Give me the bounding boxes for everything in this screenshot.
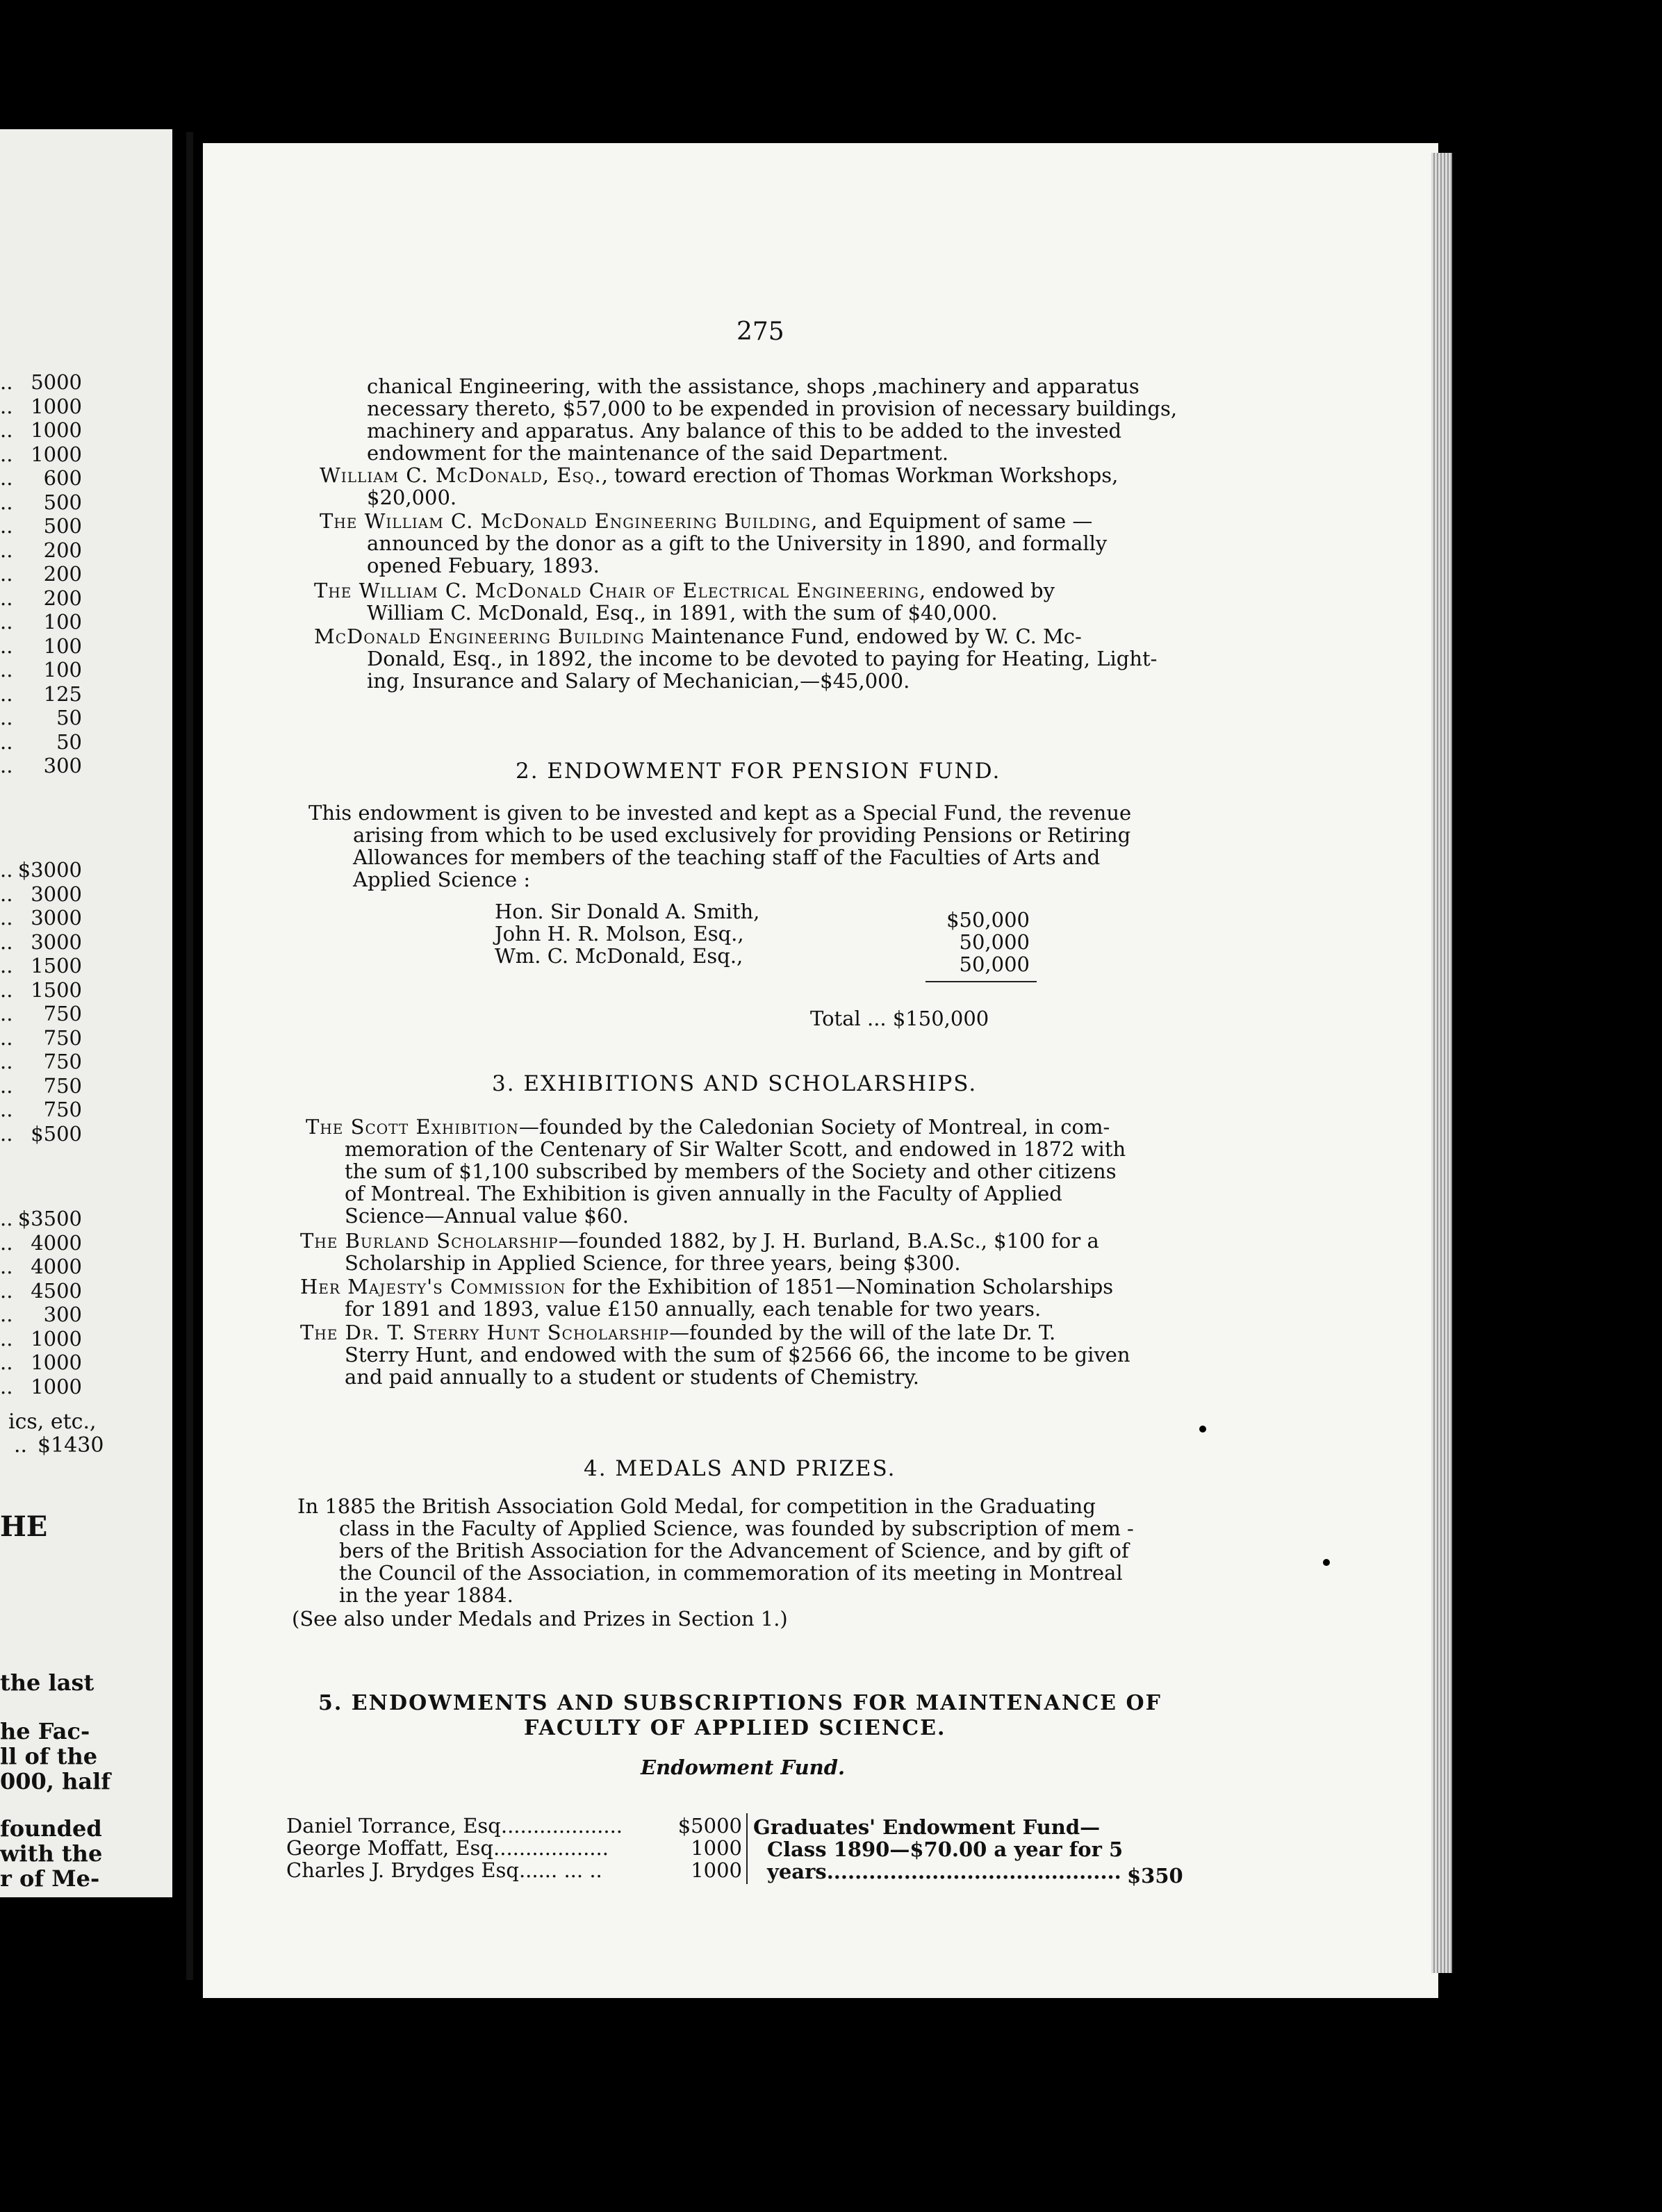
leader-dots: ..: [0, 514, 13, 538]
leader-dots: ..: [0, 858, 13, 882]
graduates-line: years..........................................: [767, 1860, 1121, 1883]
paragraph-line: class in the Faculty of Applied Science, was founded by subscription of mem -: [339, 1517, 1134, 1540]
amount-value: 1500: [31, 954, 82, 977]
leader-dots: ..: [0, 658, 13, 682]
entry-burland-scholarship: [300, 1231, 1099, 1251]
text-fragment: with the: [0, 1840, 103, 1867]
entry-text: for the Exhibition of 1851—Nomination Scholarships: [566, 1275, 1114, 1298]
donor-name: Charles J. Brydges Esq: [286, 1858, 519, 1882]
left-ics-amount: $1430: [38, 1433, 104, 1458]
paragraph-line: Allowances for members of the teaching staff of the Faculties of Arts and: [353, 845, 1101, 869]
entry-name: William C. McDonald, Esq.: [320, 463, 602, 487]
leader-dots: ..: [0, 906, 13, 930]
leader-dots: ..: [0, 1255, 13, 1278]
amount-value: 1000: [31, 1351, 82, 1374]
left-ics-amount-lead: ..: [14, 1433, 28, 1458]
leader-dots: ..: [0, 1278, 13, 1303]
leader-dots: ..: [0, 930, 13, 954]
paragraph-line: This endowment is given to be invested and kept as a Special Fund, the revenue: [308, 801, 1132, 825]
entry-text: , endowed by: [919, 579, 1055, 602]
leader-dots: ..: [0, 586, 13, 610]
amount-value: 500: [43, 490, 82, 514]
entry-line: for 1891 and 1893, value £150 annually, each tenable for two years.: [345, 1297, 1042, 1321]
paragraph-line: arising from which to be used exclusively for providing Pensions or Retiring: [353, 823, 1131, 847]
entry-electrical-chair: [314, 581, 1055, 601]
entry-text: , and Equipment of same —: [811, 509, 1093, 533]
amount-value: 200: [43, 538, 82, 562]
amount-value: 100: [43, 658, 82, 682]
entry-line: and paid annually to a student or students of Chemistry.: [345, 1365, 920, 1389]
entry-name: The Dr. T. Sterry Hunt Scholarship: [300, 1321, 670, 1344]
leader-dots: ..: [0, 1050, 13, 1073]
donor-amount: 50,000: [959, 952, 1030, 976]
amount-value: 500: [43, 514, 82, 538]
amount-value: 600: [43, 466, 82, 490]
entry-line: $20,000.: [367, 486, 457, 509]
amount-value: 100: [43, 610, 82, 634]
leader-dots: ...................: [500, 1814, 623, 1838]
amount-value: 5000: [31, 370, 82, 394]
left-ics-line: ics, etc.,: [8, 1410, 97, 1434]
amount-value: 3000: [31, 882, 82, 906]
paragraph-line: the Council of the Association, in commemoration of its meeting in Montreal: [339, 1561, 1123, 1585]
intro-line: endowment for the maintenance of the said Department.: [367, 441, 949, 465]
leader-dots: ..: [0, 442, 13, 466]
leader-dots: ..: [0, 1098, 13, 1121]
entry-name: The Burland Scholarship: [300, 1229, 559, 1253]
amount-value: 1000: [31, 1326, 82, 1351]
donor-amount: 1000: [691, 1858, 742, 1882]
leader-dots: ...... ... ..: [518, 1858, 602, 1882]
leader-dots: ..: [0, 1207, 13, 1230]
left-heading-fragment: HE: [0, 1510, 48, 1543]
paragraph-line: in the year 1884.: [339, 1583, 513, 1607]
entry-name: The Scott Exhibition: [306, 1115, 519, 1139]
text-fragment: founded: [0, 1815, 102, 1842]
amount-value: 4500: [31, 1278, 82, 1303]
entry-maintenance-fund: [314, 627, 1082, 647]
amount-value: $3000: [17, 858, 82, 882]
graduates-line: Class 1890—$70.00 a year for 5: [767, 1838, 1124, 1861]
amount-value: 200: [43, 562, 82, 586]
leader-dots: ..: [0, 1073, 13, 1098]
amount-value: 1000: [31, 1374, 82, 1398]
amount-value: 300: [43, 1303, 82, 1326]
amount-value: 300: [43, 754, 82, 777]
leader-dots: ..: [0, 1326, 13, 1351]
endowment-row: [286, 1860, 602, 1881]
leader-dots: ..: [0, 418, 13, 442]
entry-text: —founded by the will of the late Dr. T.: [669, 1321, 1056, 1344]
donor-amount: 50,000: [959, 930, 1030, 954]
ink-speck: [1323, 1559, 1330, 1566]
entry-text: Maintenance Fund, endowed by W. C. Mc-: [644, 625, 1082, 648]
entry-text: —founded by the Caledonian Society of Montreal, in com-: [518, 1115, 1110, 1139]
entry-name: McDonald Engineering Building: [314, 625, 645, 648]
left-page: [0, 129, 172, 1897]
amount-value: 1000: [31, 394, 82, 418]
leader-dots: ..................: [493, 1836, 609, 1860]
endowment-row: [286, 1838, 609, 1858]
leader-dots: ..: [0, 682, 13, 706]
entry-name: Her Majesty's Commission: [300, 1275, 566, 1298]
amount-value: 3000: [31, 930, 82, 954]
endowment-row: [286, 1816, 623, 1836]
entry-line: Donald, Esq., in 1892, the income to be devoted to paying for Heating, Light-: [367, 647, 1158, 670]
section-5-heading-line-2: FACULTY OF APPLIED SCIENCE.: [524, 1716, 946, 1740]
amount-value: $3500: [17, 1207, 82, 1230]
entry-line: the sum of $1,100 subscribed by members of the Society and other citizens: [345, 1159, 1117, 1183]
amount-value: 750: [43, 1073, 82, 1098]
entry-text: —founded 1882, by J. H. Burland, B.A.Sc., $100 for a: [558, 1229, 1099, 1253]
amount-value: 1000: [31, 442, 82, 466]
amount-value: 750: [43, 1025, 82, 1050]
section-4-heading: 4. MEDALS AND PRIZES.: [584, 1456, 896, 1481]
leader-dots: ..: [0, 882, 13, 906]
entry-line: opened Febuary, 1893.: [367, 554, 600, 577]
entry-line: Scholarship in Applied Science, for three years, being $300.: [345, 1251, 961, 1275]
entry-sterry-hunt-scholarship: [300, 1323, 1055, 1343]
amount-value: 750: [43, 1002, 82, 1025]
donor-name: Hon. Sir Donald A. Smith,: [495, 900, 760, 923]
leader-dots: ..: [0, 754, 13, 777]
gutter: [186, 132, 193, 1980]
amount-value: 750: [43, 1098, 82, 1121]
entry-line: William C. McDonald, Esq., in 1891, with the sum of $40,000.: [367, 601, 998, 625]
text-fragment: ll of the: [0, 1743, 98, 1769]
amount-value: 50: [56, 729, 82, 754]
total-rule: [925, 981, 1037, 982]
graduates-line: Graduates' Endowment Fund—: [753, 1815, 1101, 1839]
page-number: 275: [737, 317, 784, 346]
amount-value: 1000: [31, 418, 82, 442]
leader-dots: ..: [0, 1303, 13, 1326]
entry-engineering-building: [320, 511, 1092, 531]
leader-dots: ..: [0, 1002, 13, 1025]
leader-dots: ..: [0, 1374, 13, 1398]
table-divider: [746, 1813, 748, 1884]
leader-dots: ..: [0, 562, 13, 586]
donor-name: George Moffatt, Esq: [286, 1836, 494, 1860]
leader-dots: ..: [0, 394, 13, 418]
leader-dots: ..: [0, 610, 13, 634]
text-fragment: 000, half: [0, 1768, 110, 1794]
amount-value: 4000: [31, 1255, 82, 1278]
donor-name: Wm. C. McDonald, Esq.,: [495, 944, 743, 968]
leader-dots: ..: [0, 634, 13, 658]
amount-value: 4000: [31, 1230, 82, 1255]
entry-line: of Montreal. The Exhibition is given annually in the Faculty of Applied: [345, 1182, 1062, 1205]
entry-name: The William C. McDonald Engineering Building: [320, 509, 812, 533]
entry-mcdonald-workshops: [320, 465, 1118, 486]
amount-value: 3000: [31, 906, 82, 930]
amount-value: 125: [43, 682, 82, 706]
leader-dots: ..: [0, 1121, 13, 1146]
entry-text: , toward erection of Thomas Workman Workshops,: [601, 463, 1119, 487]
intro-line: necessary thereto, $57,000 to be expended in provision of necessary buildings,: [367, 397, 1178, 420]
text-fragment: r of Me-: [0, 1865, 100, 1892]
endowment-fund-subtitle: Endowment Fund.: [641, 1756, 846, 1779]
leader-dots: ..: [0, 954, 13, 977]
leader-dots: ..: [0, 706, 13, 729]
graduates-amount: $350: [1127, 1864, 1183, 1888]
leader-dots: ..: [0, 490, 13, 514]
entry-line: Science—Annual value $60.: [345, 1204, 629, 1228]
donor-amount: $5000: [677, 1814, 742, 1838]
entry-line: announced by the donor as a gift to the University in 1890, and formally: [367, 531, 1108, 555]
section-2-heading: 2. ENDOWMENT FOR PENSION FUND.: [516, 759, 1001, 784]
amount-value: 200: [43, 586, 82, 610]
paragraph-line: Applied Science :: [353, 868, 531, 891]
leader-dots: ..: [0, 466, 13, 490]
paragraph-line: bers of the British Association for the Advancement of Science, and by gift of: [339, 1539, 1129, 1562]
paragraph-line: In 1885 the British Association Gold Medal, for competition in the Graduating: [297, 1494, 1096, 1518]
section-5-heading-line-1: 5. ENDOWMENTS AND SUBSCRIPTIONS FOR MAINTENANCE OF: [318, 1691, 1162, 1715]
leader-dots: ..: [0, 538, 13, 562]
page-edge: [1431, 153, 1452, 1973]
leader-dots: ..: [0, 1230, 13, 1255]
leader-dots: ..: [0, 1351, 13, 1374]
right-page: [203, 143, 1438, 1998]
amount-value: 750: [43, 1050, 82, 1073]
entry-scott-exhibition: [306, 1117, 1110, 1137]
text-fragment: the last: [0, 1669, 94, 1696]
section-3-heading: 3. EXHIBITIONS AND SCHOLARSHIPS.: [492, 1071, 978, 1096]
intro-line: machinery and apparatus. Any balance of this to be added to the invested: [367, 419, 1122, 443]
entry-her-majestys-commission: [300, 1277, 1113, 1297]
leader-dots: ..: [0, 977, 13, 1002]
entry-line: Sterry Hunt, and endowed with the sum of $2566 66, the income to be given: [345, 1343, 1130, 1367]
intro-line: chanical Engineering, with the assistance, shops ,machinery and apparatus: [367, 374, 1139, 398]
amount-value: 1500: [31, 977, 82, 1002]
donor-amount: 1000: [691, 1836, 742, 1860]
entry-name: The William C. McDonald Chair of Electrical Engineering: [314, 579, 919, 602]
amount-value: 50: [56, 706, 82, 729]
leader-dots: ..: [0, 1025, 13, 1050]
entry-line: ing, Insurance and Salary of Mechanician,—$45,000.: [367, 669, 910, 693]
entry-line: memoration of the Centenary of Sir Walter Scott, and endowed in 1872 with: [345, 1137, 1126, 1161]
amount-value: 100: [43, 634, 82, 658]
section-4-note: (See also under Medals and Prizes in Section 1.): [292, 1607, 788, 1631]
donor-amount: $50,000: [946, 908, 1030, 932]
donor-name: John H. R. Molson, Esq.,: [495, 922, 744, 946]
amount-value: $500: [31, 1121, 82, 1146]
donor-name: Daniel Torrance, Esq: [286, 1814, 501, 1838]
leader-dots: ..: [0, 370, 13, 394]
leader-dots: ..: [0, 729, 13, 754]
ink-speck: [1199, 1426, 1206, 1433]
text-fragment: he Fac-: [0, 1718, 90, 1744]
pension-total: Total ... $150,000: [810, 1007, 989, 1030]
